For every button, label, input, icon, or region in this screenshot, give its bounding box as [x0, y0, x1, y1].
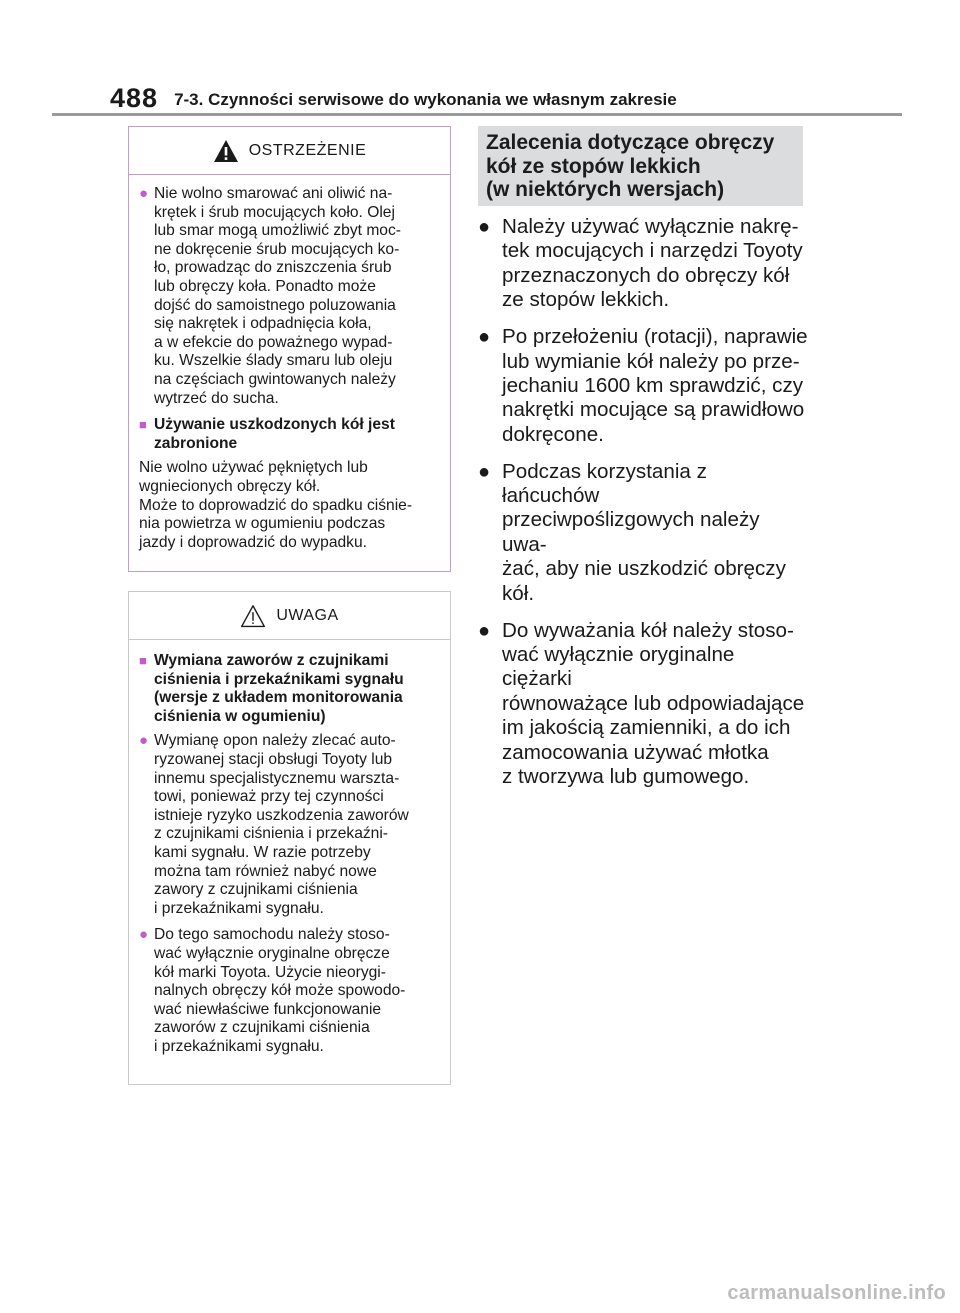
page-number: 488	[110, 83, 159, 113]
header-rule	[52, 113, 902, 116]
footer-watermark: carmanualsonline.info	[727, 1282, 946, 1304]
list-item-text: Podczas korzystania z łańcuchów przeciwpoślizgowych należy uwa- żać, aby nie uszkodzić obręczy kół.	[502, 459, 786, 605]
notice-title: UWAGA	[276, 606, 339, 624]
notice-item-text: Wymianę opon należy zlecać auto- ryzowanej stacji obsługi Toyoty lub innemu specjalistycznemu warszta- towi, ponieważ przy tej czynności istnieje ryzyko uszkodzenia zaworów z czujnikami ciśnienia i przekaźni- kami sygnału. W razie potrzeby można tam również nabyć nowe zawory z czujnikami ciśnienia i przekaźnikami sygnału.	[154, 732, 409, 917]
list-item	[478, 460, 808, 606]
circle-bullet-icon: ●	[139, 732, 149, 750]
notice-box	[128, 591, 451, 1085]
warning-subhead-text: Używanie uszkodzonych kół jest zabronione	[154, 416, 395, 452]
warning-triangle-icon	[213, 139, 239, 163]
circle-bullet-icon: ●	[478, 619, 491, 642]
circle-bullet-icon: ●	[139, 926, 149, 944]
square-bullet-icon: ■	[139, 417, 147, 433]
warning-body	[129, 175, 450, 552]
section-list	[478, 215, 808, 802]
page-header	[110, 78, 677, 112]
warning-box	[128, 126, 451, 572]
list-item	[478, 619, 808, 790]
notice-item	[139, 926, 442, 1056]
circle-bullet-icon: ●	[139, 185, 149, 202]
notice-subhead-text: Wymiana zaworów z czujnikami ciśnienia i przekaźnikami sygnału (wersje z układem monitorowania ciśnienia w ogumieniu)	[154, 652, 404, 725]
list-item	[478, 325, 808, 447]
square-bullet-icon: ■	[139, 653, 147, 668]
warning-item-text: Nie wolno smarować ani oliwić na- krętek i śrub mocujących koło. Olej lub smar mogą umożliwić zbyt moc- ne dokręcenie śrub mocujących ko- ło, prowadząc do zniszczenia śrub lub obręczy koła. Ponadto może dojść do samoistnego poluzowania się nakrętek i odpadnięcia koła, a w efekcie do poważnego wypad- ku. Wszelkie ślady smaru lub oleju na częściach gwintowanych należy wytrzeć do sucha.	[154, 185, 401, 407]
warning-title-bar	[129, 127, 450, 175]
notice-body	[129, 640, 450, 1056]
warning-title: OSTRZEŻENIE	[248, 141, 367, 159]
warning-item	[139, 185, 442, 408]
notice-item	[139, 732, 442, 918]
circle-bullet-icon: ●	[478, 460, 491, 483]
caution-triangle-outline-icon	[240, 604, 266, 628]
chapter-title: 7-3. Czynności serwisowe do wykonania we własnym zakresie	[174, 90, 677, 109]
list-item-text: Do wyważania kół należy stoso- wać wyłącznie oryginalne ciężarki równoważące lub odpowiadające im jakością zamienniki, a do ich zamocowania używać młotka z tworzywa lub gumowego.	[502, 618, 805, 789]
list-item-text: Po przełożeniu (rotacji), naprawie lub wymianie kół należy po prze- jechaniu 1600 km sprawdzić, czy nakrętki mocujące są prawidłowo dokręcone.	[502, 325, 808, 446]
notice-item-text: Do tego samochodu należy stoso- wać wyłącznie oryginalne obręcze kół marki Toyota. Użycie nieorygi- nalnych obręczy kół może spowodo- wać niewłaściwe funkcjonowanie zaworów z czujnikami ciśnienia i przekaźnikami sygnału.	[154, 926, 406, 1055]
warning-plain-text: Nie wolno używać pękniętych lub wgniecionych obręczy kół. Może to doprowadzić do spadku ciśnie- nia powietrza w ogumieniu podczas jazdy i doprowadzić do wypadku.	[139, 459, 413, 551]
list-item	[478, 215, 808, 313]
section-heading: Zalecenia dotyczące obręczy kół ze stopów lekkich (w niektórych wersjach)	[478, 126, 803, 206]
warning-subhead	[139, 416, 442, 453]
notice-subhead	[139, 652, 442, 726]
circle-bullet-icon: ●	[478, 326, 491, 349]
list-item-text: Należy używać wyłącznie nakrę- tek mocujących i narzędzi Toyoty przeznaczonych do obręczy kół ze stopów lekkich.	[502, 215, 803, 312]
circle-bullet-icon: ●	[478, 216, 491, 238]
notice-title-bar	[129, 592, 450, 640]
